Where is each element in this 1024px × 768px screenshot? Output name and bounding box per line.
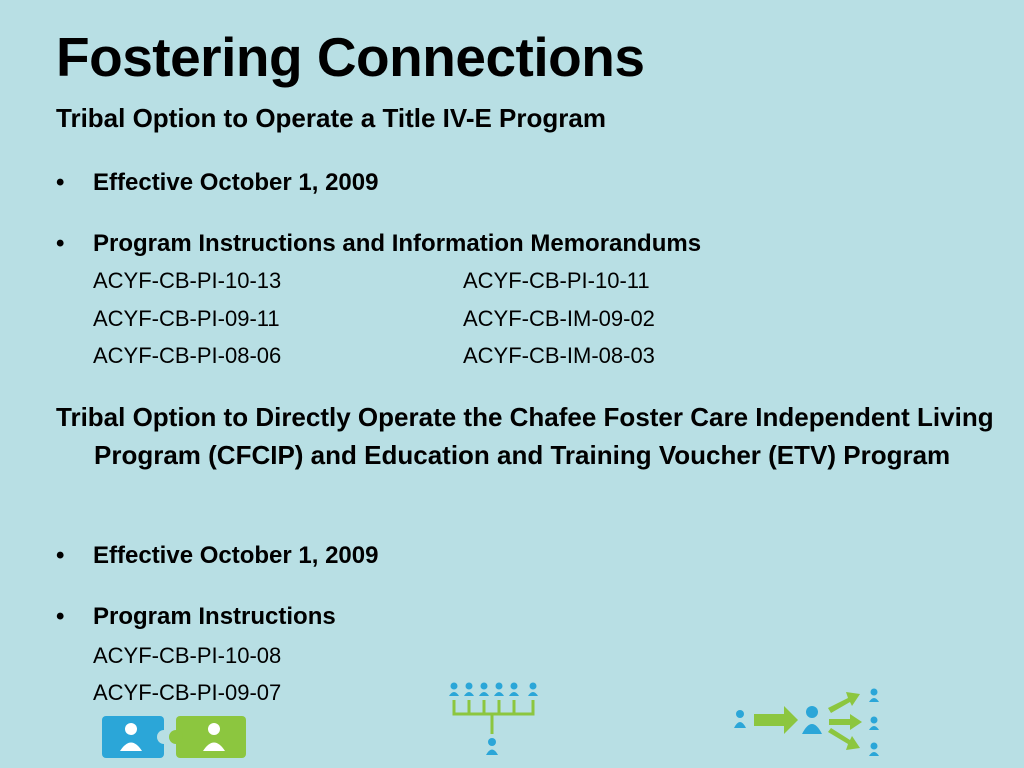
section2-heading: Tribal Option to Directly Operate the Chafee Foster Care Independent Living Program (CFCIP) and Education and Training Voucher (ETV) Program	[56, 402, 994, 470]
bullet-marker: •	[56, 169, 65, 196]
connected-people-icon	[100, 714, 250, 762]
bullet-text: Program Instructions	[93, 603, 336, 630]
code-item: ACYF-CB-PI-08-06	[93, 343, 282, 368]
bullet-marker: •	[56, 542, 65, 569]
code-item: ACYF-CB-PI-09-07	[93, 680, 282, 705]
bullet-marker: •	[56, 230, 65, 257]
code-item: ACYF-CB-PI-09-11	[93, 306, 280, 331]
bullet-text: Effective October 1, 2009	[93, 542, 379, 569]
section1-bullet-instructions	[56, 229, 701, 259]
branching-arrows-icon	[732, 686, 884, 762]
section2-bullet-instructions	[56, 602, 336, 632]
section1-heading: Tribal Option to Operate a Title IV-E Program	[56, 103, 606, 133]
section1-bullet-effective	[56, 168, 378, 198]
code-item: ACYF-CB-IM-09-02	[463, 306, 655, 331]
bullet-marker: •	[56, 603, 65, 630]
section2-bullet-effective	[56, 541, 378, 571]
slide-title: Fostering Connections	[56, 26, 645, 88]
code-item: ACYF-CB-IM-08-03	[463, 343, 655, 368]
code-item: ACYF-CB-PI-10-11	[463, 268, 650, 293]
code-item: ACYF-CB-PI-10-08	[93, 643, 282, 668]
code-item: ACYF-CB-PI-10-13	[93, 268, 282, 293]
bullet-text: Effective October 1, 2009	[93, 169, 379, 196]
bullet-text: Program Instructions and Information Memorandums	[93, 230, 702, 257]
family-tree-icon	[446, 680, 542, 756]
